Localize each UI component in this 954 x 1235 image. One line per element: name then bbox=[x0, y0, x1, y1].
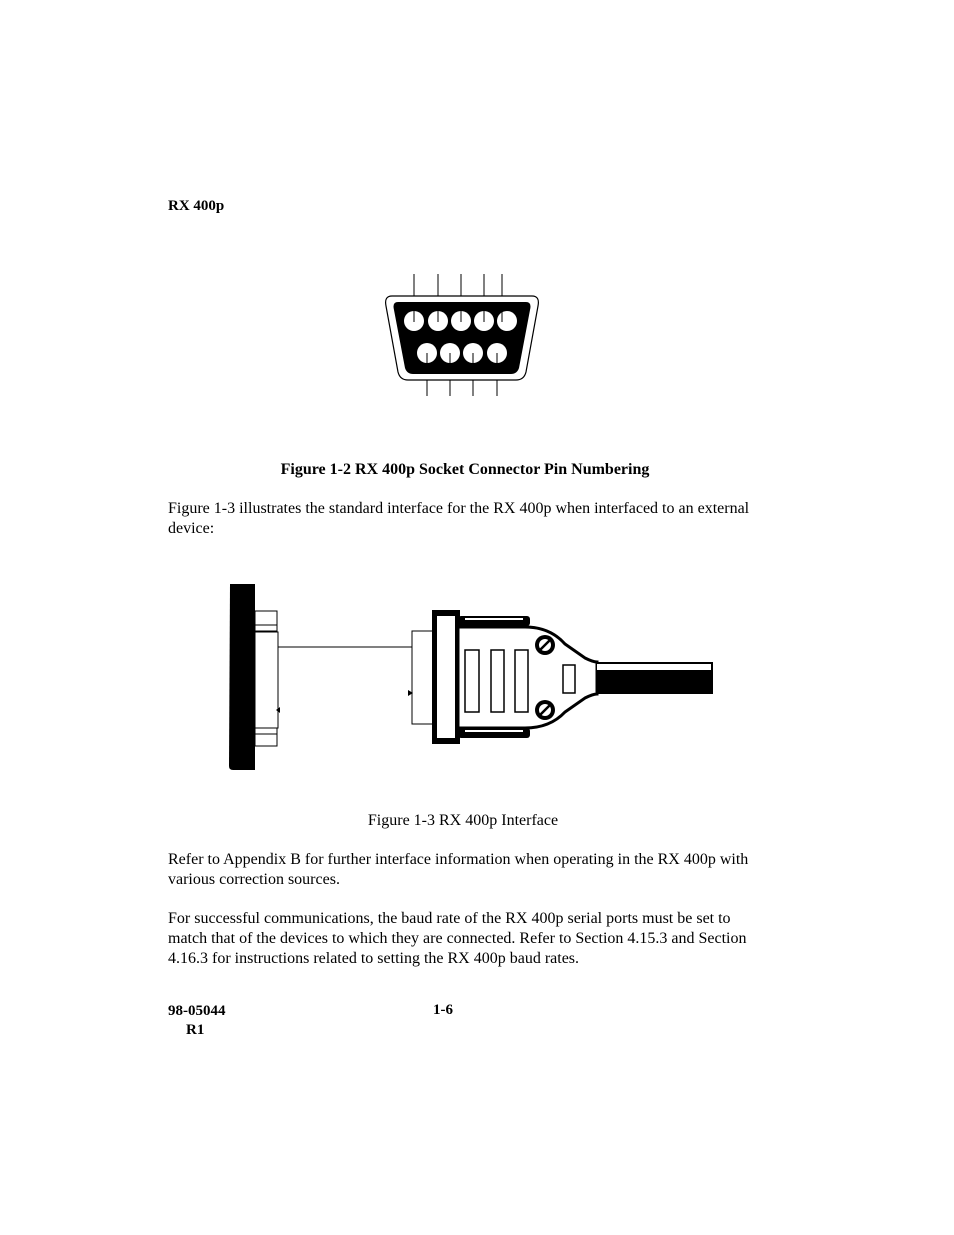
footer-document-info bbox=[168, 1002, 226, 1040]
paragraph-baud-rate: For successful communications, the baud rate of the RX 400p serial ports must be set to match that of the devices to which they are connected. Refer to Section 4.15.3 and Section 4.16.3 for instructions related to setting the RX 400p baud rates. bbox=[168, 910, 747, 967]
db9-socket-diagram bbox=[380, 272, 545, 402]
paragraph-appendix-reference: Refer to Appendix B for further interface information when operating in the RX 400p with various correction sources. bbox=[168, 851, 749, 888]
figure-1-3-caption: Figure 1-3 RX 400p Interface bbox=[367, 812, 559, 829]
footer-revision: R1 bbox=[186, 1022, 205, 1038]
pin-5 bbox=[497, 311, 517, 331]
footer-page-number: 1-6 bbox=[433, 1002, 453, 1018]
figure-1-2-caption: Figure 1-2 RX 400p Socket Connector Pin Numbering bbox=[280, 461, 650, 478]
rx400p-interface-diagram bbox=[225, 580, 720, 775]
paragraph-figure-intro: Figure 1-3 illustrates the standard interface for the RX 400p when interfaced to an external device: bbox=[168, 500, 750, 537]
footer-doc-number: 98-05044 bbox=[168, 1003, 226, 1019]
running-header: RX 400p bbox=[168, 198, 225, 214]
